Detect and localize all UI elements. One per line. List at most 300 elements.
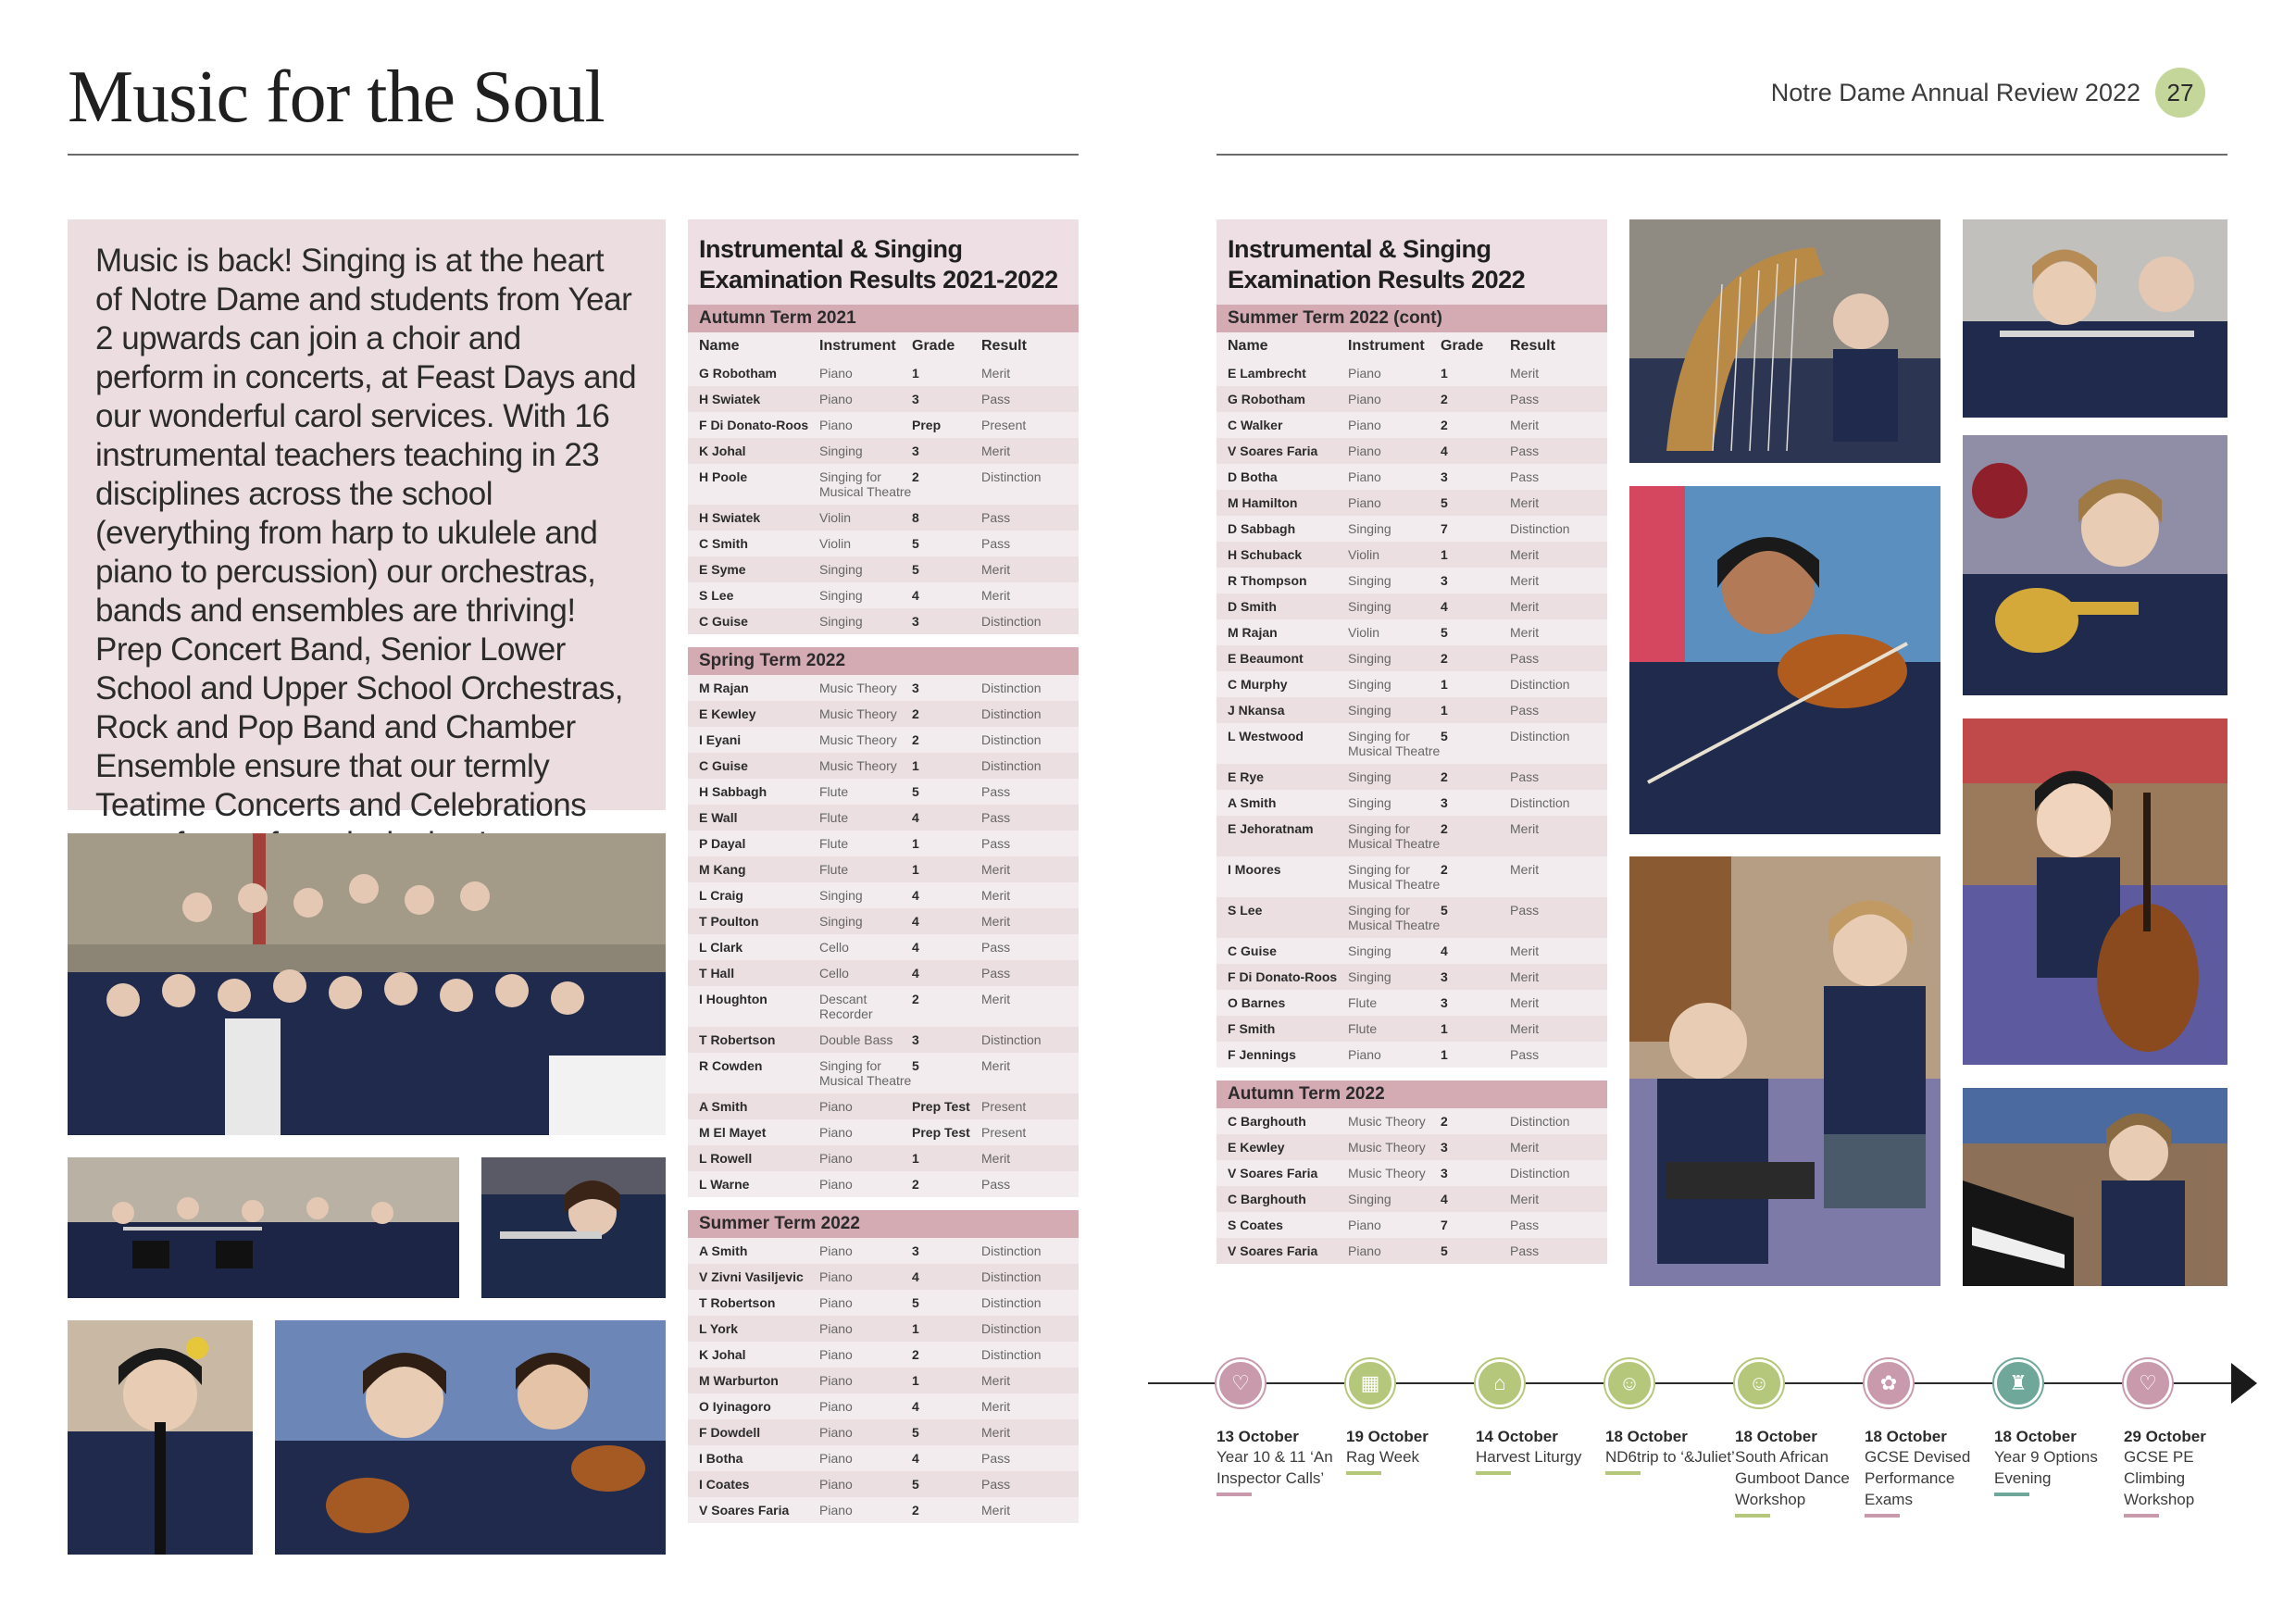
table-row xyxy=(688,1471,1079,1497)
grade: 5 xyxy=(912,1477,919,1492)
result: Distinction xyxy=(981,1269,1042,1284)
results-table-2022 xyxy=(1217,219,1607,1264)
table-row xyxy=(688,779,1079,805)
instrument: Piano xyxy=(1348,469,1381,484)
table-row xyxy=(688,1368,1079,1393)
table-row xyxy=(1217,990,1607,1016)
term-heading: Autumn Term 2022 xyxy=(1217,1081,1607,1108)
results-title-right xyxy=(1217,219,1607,305)
instrument: Violin xyxy=(1348,547,1379,562)
table-row xyxy=(1217,645,1607,671)
table-row xyxy=(688,908,1079,934)
table-row xyxy=(688,934,1079,960)
result: Distinction xyxy=(1510,1114,1570,1129)
event-date: 14 October xyxy=(1476,1428,1558,1445)
event-underline xyxy=(1994,1493,2029,1496)
event-underline xyxy=(1346,1471,1381,1475)
table-row xyxy=(688,1316,1079,1342)
page-number-badge: 27 xyxy=(2155,68,2205,118)
student-name: H Poole xyxy=(699,469,748,484)
event-title: South African Gumboot Dance Workshop xyxy=(1735,1448,1850,1508)
student-name: D Smith xyxy=(1228,599,1277,614)
student-name: V Soares Faria xyxy=(1228,443,1318,458)
instrument: Piano xyxy=(1348,1218,1381,1232)
table-row xyxy=(1217,764,1607,790)
result: Merit xyxy=(981,888,1011,903)
instrument: Violin xyxy=(819,536,851,551)
table-row xyxy=(688,1093,1079,1119)
student-name: T Robertson xyxy=(699,1295,776,1310)
smile-icon: ☺ xyxy=(1735,1359,1783,1407)
table-header-row xyxy=(1217,332,1607,360)
grade: 1 xyxy=(912,862,919,877)
grade: 4 xyxy=(912,1399,919,1414)
student-name: H Sabbagh xyxy=(699,784,767,799)
table-row xyxy=(688,986,1079,1027)
timeline-event xyxy=(1865,1359,1994,1518)
result: Pass xyxy=(1510,703,1540,718)
table-row xyxy=(688,1264,1079,1290)
student-name: D Botha xyxy=(1228,469,1278,484)
result: Merit xyxy=(1510,1192,1540,1206)
student-name: F Di Donato-Roos xyxy=(1228,969,1338,984)
instrument: Piano xyxy=(819,1243,853,1258)
result: Distinction xyxy=(1510,1166,1570,1181)
instrument: Descant Recorder xyxy=(819,992,873,1021)
violin-girl-photo xyxy=(1629,486,1940,834)
page-title: Music for the Soul xyxy=(68,56,605,138)
student-name: E Lambrecht xyxy=(1228,366,1306,381)
event-title: Rag Week xyxy=(1346,1448,1420,1466)
result: Merit xyxy=(1510,599,1540,614)
table-row xyxy=(1217,490,1607,516)
results-title-line2: Examination Results 2021-2022 xyxy=(699,266,1058,294)
column-header: Name xyxy=(699,338,740,354)
result: Distinction xyxy=(1510,795,1570,810)
instrument: Flute xyxy=(819,784,849,799)
result: Merit xyxy=(981,914,1011,929)
table-row xyxy=(1217,619,1607,645)
header-rule-left xyxy=(68,154,1079,156)
column-header: Result xyxy=(981,338,1027,354)
trumpet-girl-photo xyxy=(1963,435,2227,695)
event-date: 19 October xyxy=(1346,1428,1429,1445)
table-row xyxy=(688,464,1079,505)
instrument: Singing xyxy=(819,443,863,458)
table-row xyxy=(688,505,1079,531)
instrument: Violin xyxy=(1348,625,1379,640)
student-name: E Wall xyxy=(699,810,738,825)
table-row xyxy=(1217,593,1607,619)
result: Present xyxy=(981,1099,1027,1114)
result: Merit xyxy=(981,588,1011,603)
timeline-event xyxy=(1994,1359,2124,1496)
smile-icon: ☺ xyxy=(1605,1359,1653,1407)
instrument: Flute xyxy=(1348,995,1378,1010)
instrument: Singing xyxy=(1348,795,1391,810)
student-flute-photo xyxy=(481,1157,666,1298)
grade: 1 xyxy=(1441,547,1448,562)
event-title: Year 10 & 11 ‘An Inspector Calls’ xyxy=(1217,1448,1333,1487)
result: Merit xyxy=(1510,943,1540,958)
instrument: Singing for Musical Theatre xyxy=(1348,729,1441,758)
grade: 4 xyxy=(912,1451,919,1466)
student-name: S Coates xyxy=(1228,1218,1283,1232)
student-name: M Warburton xyxy=(699,1373,779,1388)
term-gap xyxy=(1217,1068,1607,1081)
instrument: Piano xyxy=(819,1503,853,1518)
grade: 2 xyxy=(1441,651,1448,666)
results-title-left xyxy=(688,219,1079,305)
table-row xyxy=(688,727,1079,753)
instrument: Piano xyxy=(1348,1047,1381,1062)
result: Merit xyxy=(981,366,1011,381)
table-row xyxy=(1217,1016,1607,1042)
instrument: Singing for Musical Theatre xyxy=(1348,903,1441,932)
column-header: Name xyxy=(1228,338,1268,354)
student-name: L York xyxy=(699,1321,739,1336)
event-date: 29 October xyxy=(2124,1428,2206,1445)
grade: 4 xyxy=(912,914,919,929)
result: Pass xyxy=(1510,392,1540,406)
grade: 3 xyxy=(1441,969,1448,984)
table-row xyxy=(1217,723,1607,764)
instrument: Flute xyxy=(819,862,849,877)
instrument: Singing xyxy=(819,614,863,629)
event-underline xyxy=(1605,1471,1641,1475)
column-header: Grade xyxy=(912,338,955,354)
table-row xyxy=(1217,938,1607,964)
student-name: C Walker xyxy=(1228,418,1283,432)
grade: 2 xyxy=(1441,418,1448,432)
grade: 3 xyxy=(1441,795,1448,810)
student-name: H Swiatek xyxy=(699,510,761,525)
grade: 1 xyxy=(1441,703,1448,718)
grade: 1 xyxy=(1441,1021,1448,1036)
instrument: Singing xyxy=(1348,703,1391,718)
student-name: M Rajan xyxy=(699,681,749,695)
student-name: V Zivni Vasiljevic xyxy=(699,1269,804,1284)
result: Pass xyxy=(1510,651,1540,666)
instrument: Piano xyxy=(819,392,853,406)
student-name: V Soares Faria xyxy=(1228,1166,1318,1181)
instrument: Singing for Musical Theatre xyxy=(819,1058,912,1088)
instrument: Singing xyxy=(819,562,863,577)
table-row xyxy=(688,1497,1079,1523)
instrument: Piano xyxy=(1348,1243,1381,1258)
grade: 2 xyxy=(1441,769,1448,784)
instrument: Piano xyxy=(1348,392,1381,406)
result: Merit xyxy=(981,862,1011,877)
results-title-line1: Instrumental & Singing xyxy=(699,235,963,263)
result: Merit xyxy=(981,562,1011,577)
grade: 4 xyxy=(912,588,919,603)
column-header: Grade xyxy=(1441,338,1484,354)
student-name: A Smith xyxy=(699,1243,748,1258)
table-row xyxy=(688,1053,1079,1093)
result: Distinction xyxy=(981,758,1042,773)
result: Distinction xyxy=(981,1295,1042,1310)
student-name: H Swiatek xyxy=(699,392,761,406)
grade: 3 xyxy=(1441,469,1448,484)
term-gap xyxy=(688,1197,1079,1210)
cello-girl-photo xyxy=(1963,718,2227,1065)
result: Distinction xyxy=(981,469,1042,484)
piano-girl-photo xyxy=(1963,1088,2227,1286)
grade: 5 xyxy=(1441,729,1448,743)
instrument: Singing xyxy=(1348,769,1391,784)
student-name: G Robotham xyxy=(699,366,777,381)
result: Merit xyxy=(981,1373,1011,1388)
results-title-line1: Instrumental & Singing xyxy=(1228,235,1491,263)
table-row xyxy=(688,805,1079,831)
table-row xyxy=(688,412,1079,438)
heart-icon: ♡ xyxy=(2124,1359,2172,1407)
table-row xyxy=(1217,1160,1607,1186)
grade: 5 xyxy=(1441,1243,1448,1258)
result: Pass xyxy=(981,940,1011,955)
event-date: 18 October xyxy=(1994,1428,2077,1445)
student-name: I Houghton xyxy=(699,992,767,1006)
timeline-event xyxy=(1476,1359,1605,1475)
student-name: F Di Donato-Roos xyxy=(699,418,809,432)
table-row xyxy=(1217,1186,1607,1212)
instrument: Flute xyxy=(1348,1021,1378,1036)
student-name: S Lee xyxy=(699,588,734,603)
result: Distinction xyxy=(981,1243,1042,1258)
grade: 3 xyxy=(912,392,919,406)
student-name: R Cowden xyxy=(699,1058,763,1073)
violin-girls-photo xyxy=(275,1320,666,1555)
grade: 4 xyxy=(1441,1192,1448,1206)
instrument: Piano xyxy=(1348,418,1381,432)
student-name: P Dayal xyxy=(699,836,746,851)
instrument: Piano xyxy=(819,1451,853,1466)
event-date: 13 October xyxy=(1217,1428,1299,1445)
heart-icon: ♡ xyxy=(1217,1359,1265,1407)
grade: 1 xyxy=(912,1373,919,1388)
grade: Prep Test xyxy=(912,1125,970,1140)
instrument: Singing xyxy=(1348,521,1391,536)
term-heading: Autumn Term 2021 xyxy=(688,305,1079,332)
result: Merit xyxy=(981,1058,1011,1073)
table-row xyxy=(688,856,1079,882)
result: Pass xyxy=(981,536,1011,551)
table-row xyxy=(1217,1238,1607,1264)
student-name: T Poulton xyxy=(699,914,759,929)
result: Distinction xyxy=(981,614,1042,629)
table-row xyxy=(1217,568,1607,593)
group-icon: ♜ xyxy=(1994,1359,2042,1407)
instrument: Piano xyxy=(819,1321,853,1336)
student-name: V Soares Faria xyxy=(1228,1243,1318,1258)
table-row xyxy=(688,1342,1079,1368)
result: Pass xyxy=(981,784,1011,799)
student-name: E Rye xyxy=(1228,769,1264,784)
table-row xyxy=(688,556,1079,582)
term-heading: Summer Term 2022 (cont) xyxy=(1217,305,1607,332)
instrument: Singing xyxy=(819,914,863,929)
result: Pass xyxy=(981,392,1011,406)
table-row xyxy=(688,1171,1079,1197)
grade: 3 xyxy=(1441,1166,1448,1181)
student-name: M El Mayet xyxy=(699,1125,767,1140)
flute-girls-photo xyxy=(1963,219,2227,418)
result: Pass xyxy=(1510,1218,1540,1232)
instrument: Piano xyxy=(819,1099,853,1114)
result: Pass xyxy=(1510,443,1540,458)
result: Pass xyxy=(1510,1243,1540,1258)
instrument: Piano xyxy=(819,1295,853,1310)
instrument: Singing for Musical Theatre xyxy=(1348,821,1441,851)
intro-text: Music is back! Singing is at the heart of Notre Dame and students from Year 2 upwards can join a choir and perform in concerts, at Feast Days and our wonderful carol services. With 16 instrumental teachers teaching in 23 disciplines across the school (everything from harp to ukulele and piano to percussion) our orchestras, bands and ensembles are thriving! Prep Concert Band, Senior Lower School and Upper School Orchestras, Rock and Pop Band and Chamber Ensemble ensure that our termly Teatime Concerts and Celebrations xyxy=(95,243,637,823)
student-name: K Johal xyxy=(699,1347,746,1362)
student-name: C Barghouth xyxy=(1228,1114,1306,1129)
event-underline xyxy=(1735,1514,1770,1518)
table-row xyxy=(688,1238,1079,1264)
result: Distinction xyxy=(981,681,1042,695)
table-row xyxy=(688,882,1079,908)
table-row xyxy=(688,1445,1079,1471)
table-row xyxy=(1217,1042,1607,1068)
student-name: D Sabbagh xyxy=(1228,521,1296,536)
result: Distinction xyxy=(981,1032,1042,1047)
grade: 4 xyxy=(912,1269,919,1284)
results-terms-left xyxy=(688,305,1079,1523)
event-title: GCSE PE Climbing Workshop xyxy=(2124,1448,2195,1508)
grade: 5 xyxy=(912,1295,919,1310)
grade: 1 xyxy=(1441,366,1448,381)
table-row xyxy=(1217,816,1607,856)
instrument: Singing xyxy=(1348,969,1391,984)
event-title: GCSE Devised Performance Exams xyxy=(1865,1448,1971,1508)
student-name: L Westwood xyxy=(1228,729,1304,743)
result: Merit xyxy=(1510,547,1540,562)
event-title: Year 9 Options Evening xyxy=(1994,1448,2098,1487)
table-row xyxy=(688,438,1079,464)
grade: 2 xyxy=(912,732,919,747)
event-date: 18 October xyxy=(1735,1428,1817,1445)
event-date: 18 October xyxy=(1865,1428,1947,1445)
table-row xyxy=(1217,790,1607,816)
table-row xyxy=(1217,1212,1607,1238)
instrument: Singing xyxy=(1348,943,1391,958)
church-icon: ⌂ xyxy=(1476,1359,1524,1407)
table-row xyxy=(688,1027,1079,1053)
instrument: Music Theory xyxy=(819,732,897,747)
result: Merit xyxy=(1510,862,1540,877)
table-row xyxy=(1217,856,1607,897)
instrument: Piano xyxy=(819,1425,853,1440)
result: Pass xyxy=(981,1477,1011,1492)
instrument: Piano xyxy=(819,1269,853,1284)
result: Merit xyxy=(1510,366,1540,381)
table-row xyxy=(1217,542,1607,568)
event-underline xyxy=(1217,1493,1252,1496)
grade: 3 xyxy=(912,443,919,458)
instrument: Double Bass xyxy=(819,1032,893,1047)
student-name: F Jennings xyxy=(1228,1047,1296,1062)
instrument: Singing for Musical Theatre xyxy=(819,469,912,499)
student-name: T Hall xyxy=(699,966,735,981)
table-row xyxy=(1217,412,1607,438)
table-header-row xyxy=(688,332,1079,360)
table-row xyxy=(688,531,1079,556)
student-name: R Thompson xyxy=(1228,573,1307,588)
result: Merit xyxy=(981,1503,1011,1518)
table-row xyxy=(688,675,1079,701)
header-rule-right xyxy=(1217,154,2227,156)
student-name: C Murphy xyxy=(1228,677,1288,692)
term-gap xyxy=(688,634,1079,647)
result: Merit xyxy=(1510,625,1540,640)
student-name: O Iyinagoro xyxy=(699,1399,771,1414)
student-name: L Craig xyxy=(699,888,743,903)
calendar-icon: ▦ xyxy=(1346,1359,1394,1407)
result: Merit xyxy=(981,1399,1011,1414)
table-row xyxy=(688,831,1079,856)
grade: 3 xyxy=(1441,573,1448,588)
result: Merit xyxy=(981,1425,1011,1440)
student-name: F Dowdell xyxy=(699,1425,761,1440)
grade: 1 xyxy=(912,1321,919,1336)
result: Pass xyxy=(1510,469,1540,484)
grade: 3 xyxy=(912,681,919,695)
term-heading: Summer Term 2022 xyxy=(688,1210,1079,1238)
grade: 5 xyxy=(912,1425,919,1440)
instrument: Singing xyxy=(1348,677,1391,692)
instrument: Music Theory xyxy=(1348,1114,1426,1129)
grade: 5 xyxy=(1441,495,1448,510)
grade: 4 xyxy=(912,810,919,825)
table-row xyxy=(1217,360,1607,386)
result: Pass xyxy=(1510,1047,1540,1062)
result: Distinction xyxy=(1510,729,1570,743)
student-name: E Kewley xyxy=(1228,1140,1285,1155)
grade: 5 xyxy=(912,784,919,799)
grade: 3 xyxy=(912,1243,919,1258)
student-name: I Coates xyxy=(699,1477,750,1492)
student-name: O Barnes xyxy=(1228,995,1286,1010)
teacher-student-photo xyxy=(1629,856,1940,1286)
instrument: Singing xyxy=(1348,599,1391,614)
table-row xyxy=(1217,1134,1607,1160)
student-name: C Guise xyxy=(699,758,748,773)
event-date: 18 October xyxy=(1605,1428,1688,1445)
table-row xyxy=(688,960,1079,986)
timeline-event xyxy=(1605,1359,1735,1475)
clarinet-girl-photo xyxy=(68,1320,253,1555)
grade: 2 xyxy=(912,469,919,484)
table-row xyxy=(1217,697,1607,723)
instrument: Violin xyxy=(819,510,851,525)
table-row xyxy=(1217,386,1607,412)
result: Distinction xyxy=(1510,521,1570,536)
instrument: Music Theory xyxy=(819,706,897,721)
student-name: M Kang xyxy=(699,862,746,877)
results-title-line2: Examination Results 2022 xyxy=(1228,266,1526,294)
student-name: E Beaumont xyxy=(1228,651,1304,666)
grade: 2 xyxy=(912,992,919,1006)
student-name: H Schuback xyxy=(1228,547,1303,562)
result: Pass xyxy=(1510,769,1540,784)
student-name: G Robotham xyxy=(1228,392,1305,406)
student-name: E Jehoratnam xyxy=(1228,821,1314,836)
student-name: F Smith xyxy=(1228,1021,1276,1036)
timeline-event xyxy=(2124,1359,2253,1518)
brain-icon: ✿ xyxy=(1865,1359,1913,1407)
grade: 8 xyxy=(912,510,919,525)
